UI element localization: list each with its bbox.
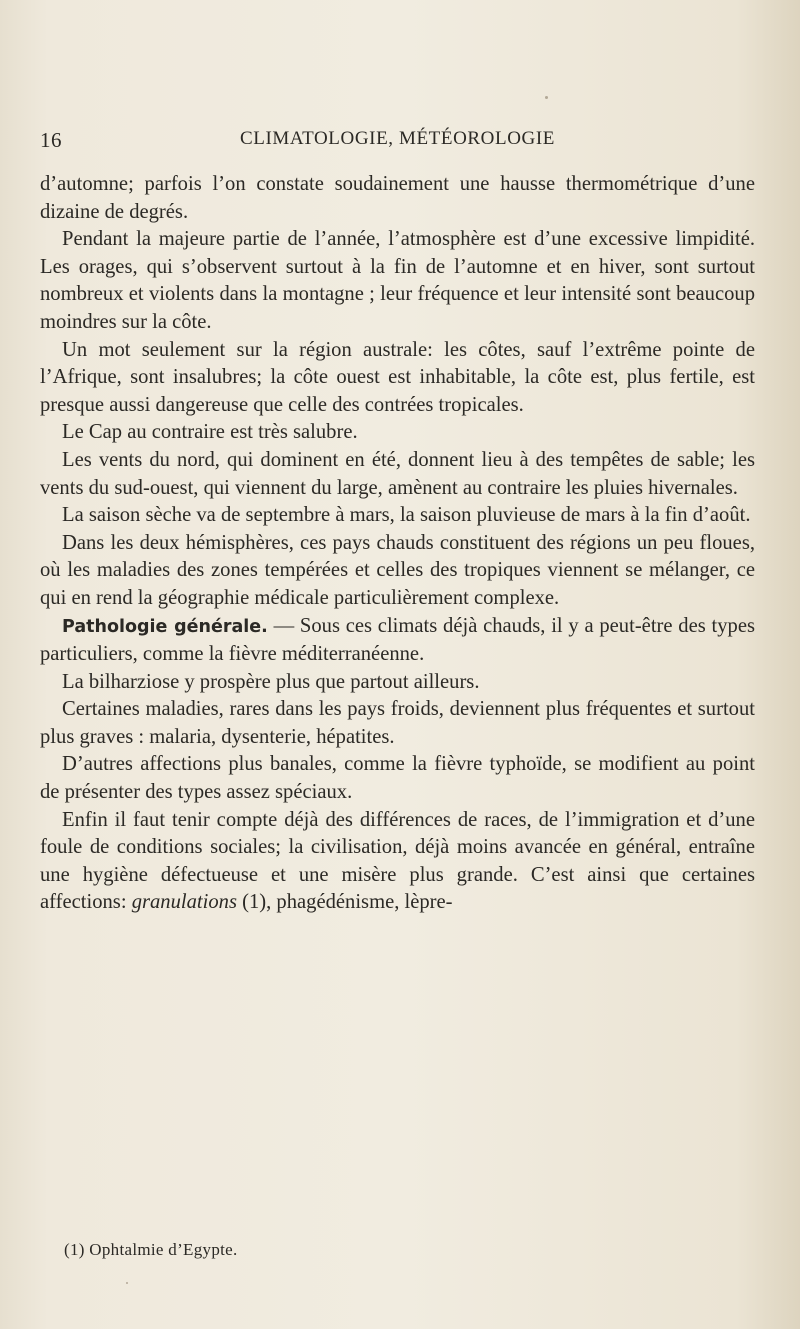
running-title: CLIMATOLOGIE, MÉTÉOROLOGIE <box>240 128 555 149</box>
paragraph: La saison sèche va de septembre à mars, la saison pluvieuse de mars à la fin d’août. <box>62 504 751 527</box>
paragraph: Dans les deux hémisphères, ces pays chauds constituent des régions un peu floues, où les maladies des zones tempérées et celles des tropiques viennent se mélanger, ce qui en rend la géographie médicale particulièrement complexe. <box>40 531 755 609</box>
paragraph: D’autres affections plus banales, comme la fièvre typhoïde, se modifient au point de présenter des types assez spéciaux. <box>40 753 755 804</box>
paragraph-text: — Sous ces climats déjà chauds, il y a peut-être des types particuliers, comme la fièvre méditerranéenne. <box>40 614 755 666</box>
paragraph-pathologie <box>40 613 755 669</box>
italic-term: granulations <box>131 891 237 914</box>
paper-speck <box>545 96 548 99</box>
page-header <box>40 128 755 158</box>
paper-speck <box>126 1282 128 1284</box>
paragraph-enfin <box>40 807 755 917</box>
paragraph-text: Enfin il faut tenir compte déjà des différences de races, de l’immigration et d’une foule de conditions sociales; la civilisation, déjà moins avancée en général, entraîne une hygiène défectueuse et une misère plus grande. C’est ainsi que certaines affections: <box>40 808 755 914</box>
paragraph: Pendant la majeure partie de l’année, l’atmosphère est d’une excessive limpidité. Les orages, qui s’observent surtout à la fin de l’automne et en hiver, sont surtout nombreux et violents dans la montagne ; leur fréquence et leur intensité sont beaucoup moindres sur la côte. <box>40 228 755 333</box>
paragraph-text-end: (1), phagédénisme, lèpre- <box>236 891 453 914</box>
section-heading: Pathologie générale. <box>62 616 268 637</box>
footnote: (1) Ophtalmie d’Egypte. <box>64 1240 238 1259</box>
paragraph: d’automne; parfois l’on constate soudainement une hausse thermométrique d’une dizaine de degrés. <box>40 173 755 223</box>
paragraph: Un mot seulement sur la région australe: les côtes, sauf l’extrême pointe de l’Afrique, sont insalubres; la côte ouest est inhabitable, la côte est, plus fertile, est presque aussi dangereuse que celle des contrées tropicales. <box>40 338 755 416</box>
paragraph: Le Cap au contraire est très salubre. <box>62 421 358 444</box>
body-text <box>40 171 755 917</box>
paragraph: La bilharziose y prospère plus que partout ailleurs. <box>62 670 480 693</box>
page-number: 16 <box>40 128 62 152</box>
paragraph: Certaines maladies, rares dans les pays froids, deviennent plus fréquentes et surtout plus graves : malaria, dysenterie, hépatites. <box>40 698 755 748</box>
paragraph: Les vents du nord, qui dominent en été, donnent lieu à des tempêtes de sable; les vents du sud-ouest, qui viennent du large, amènent au contraire les pluies hivernales. <box>40 448 755 499</box>
